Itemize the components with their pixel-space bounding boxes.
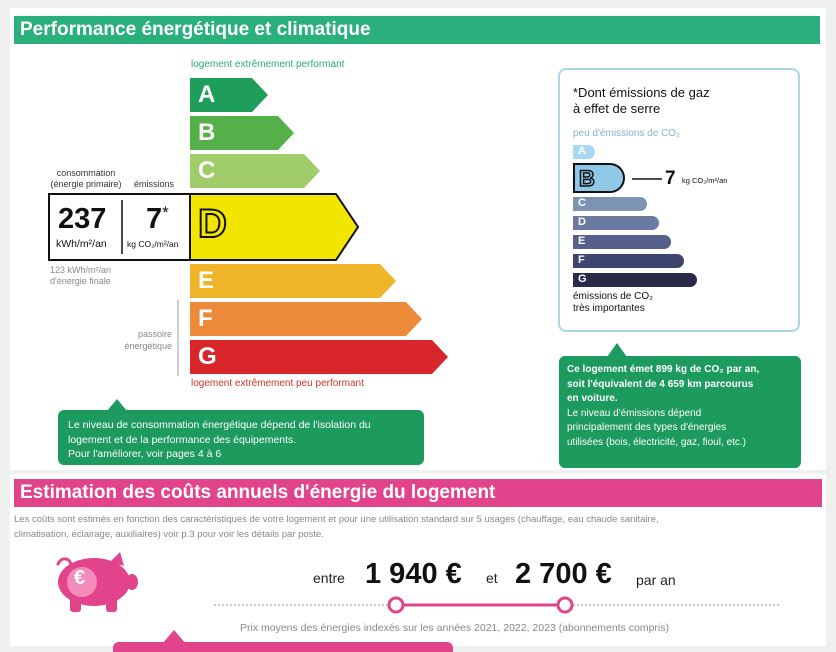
energy-letter-e: E [198, 267, 215, 294]
ghg-bubble-line1: Ce logement émet 899 kg de CO₂ par an, [567, 364, 760, 375]
cost-max-value: 2 700 € [515, 558, 612, 590]
energy-letter-f: F [198, 305, 213, 332]
scale-top-label: logement extrêmement performant [191, 59, 345, 70]
cost-between-label: entre [313, 570, 345, 586]
emissions-star: * [162, 203, 169, 222]
ghg-bubble-line4: Le niveau d'émissions dépend [567, 407, 702, 419]
ghg-title-line1: *Dont émissions de gaz [573, 85, 710, 100]
energy-letter-g: G [198, 343, 217, 370]
costs-description-line2: climatisation, éclairage, auxiliaires) voir p.3 pour voir les détails par poste. [14, 529, 324, 540]
ghg-letter-g: G [578, 273, 587, 285]
consumption-value: 237 [58, 203, 107, 235]
consumption-label-line2: (énergie primaire) [50, 179, 122, 189]
ghg-bubble-line2: soit l'équivalent de 4 659 km parcourus [567, 378, 754, 390]
cost-per-year-label: par an [636, 572, 676, 588]
ghg-value: 7 [665, 168, 676, 189]
energy-bubble-line1: Le niveau de consommation énergétique dépend de l'isolation du [68, 419, 371, 431]
emissions-number: 7 [146, 203, 163, 235]
consumption-unit: kWh/m²/an [56, 238, 107, 250]
energy-letter-c: C [198, 157, 216, 184]
ghg-unit: kg CO₂/m²/an [682, 176, 728, 185]
ghg-letter-a: A [578, 145, 586, 157]
ghg-letter-b: B [579, 166, 595, 191]
costs-section-title: Estimation des coûts annuels d'énergie du logement [14, 479, 822, 507]
piggy-euro-symbol: € [74, 567, 86, 589]
cost-range-max-marker [558, 598, 572, 612]
prices-note: Prix moyens des énergies indexés sur les années 2021, 2022, 2023 (abonnements compris) [240, 622, 669, 634]
energy-section-title: Performance énergétique et climatique [14, 16, 820, 44]
cost-min-value: 1 940 € [365, 558, 462, 590]
energy-letter-d: D [198, 202, 227, 246]
emissions-label: émissions [134, 179, 175, 189]
cost-and-label: et [486, 570, 498, 586]
ghg-letter-c: C [578, 197, 586, 209]
energy-bubble-line2: logement et de la performance des équipements. [68, 433, 297, 446]
final-energy-line2: d'énergie finale [50, 276, 111, 286]
passoire-line1: passoire [137, 329, 172, 339]
ghg-bottom-line1: émissions de CO₂ [573, 291, 654, 302]
energy-letter-a: A [198, 81, 216, 108]
energy-bubble-line3: Pour l'améliorer, voir pages 4 à 6 [68, 448, 222, 460]
emissions-unit: kg CO₂/m²/an [127, 239, 179, 249]
ghg-letter-f: F [578, 254, 585, 266]
ghg-bubble-line6: utilisées (bois, électricité, gaz, fioul, etc.) [567, 436, 746, 448]
ghg-top-label: peu d'émissions de CO₂ [573, 128, 680, 139]
energy-letter-b: B [198, 119, 216, 146]
ghg-title-line2: à effet de serre [573, 101, 661, 116]
cost-info-bubble [113, 642, 453, 652]
costs-description-line1: Les coûts sont estimés en fonction des caractéristiques de votre logement et pour une utilisation standard sur 5 usages (chauffage, eau chaude sanitaire, [14, 514, 659, 525]
ghg-letter-e: E [578, 235, 586, 247]
passoire-line2: énergétique [124, 341, 172, 351]
cost-range-min-marker [389, 598, 403, 612]
scale-bottom-label: logement extrêmement peu performant [191, 378, 364, 389]
final-energy-line1: 123 kWh/m²/an [50, 265, 112, 275]
ghg-bubble-line3: en voiture. [567, 393, 618, 404]
ghg-letter-d: D [578, 216, 586, 228]
ghg-bottom-line2: très importantes [573, 303, 645, 314]
ghg-bubble-line5: principalement des types d'énergies [567, 422, 727, 433]
consumption-label-line1: consommation [56, 168, 116, 178]
